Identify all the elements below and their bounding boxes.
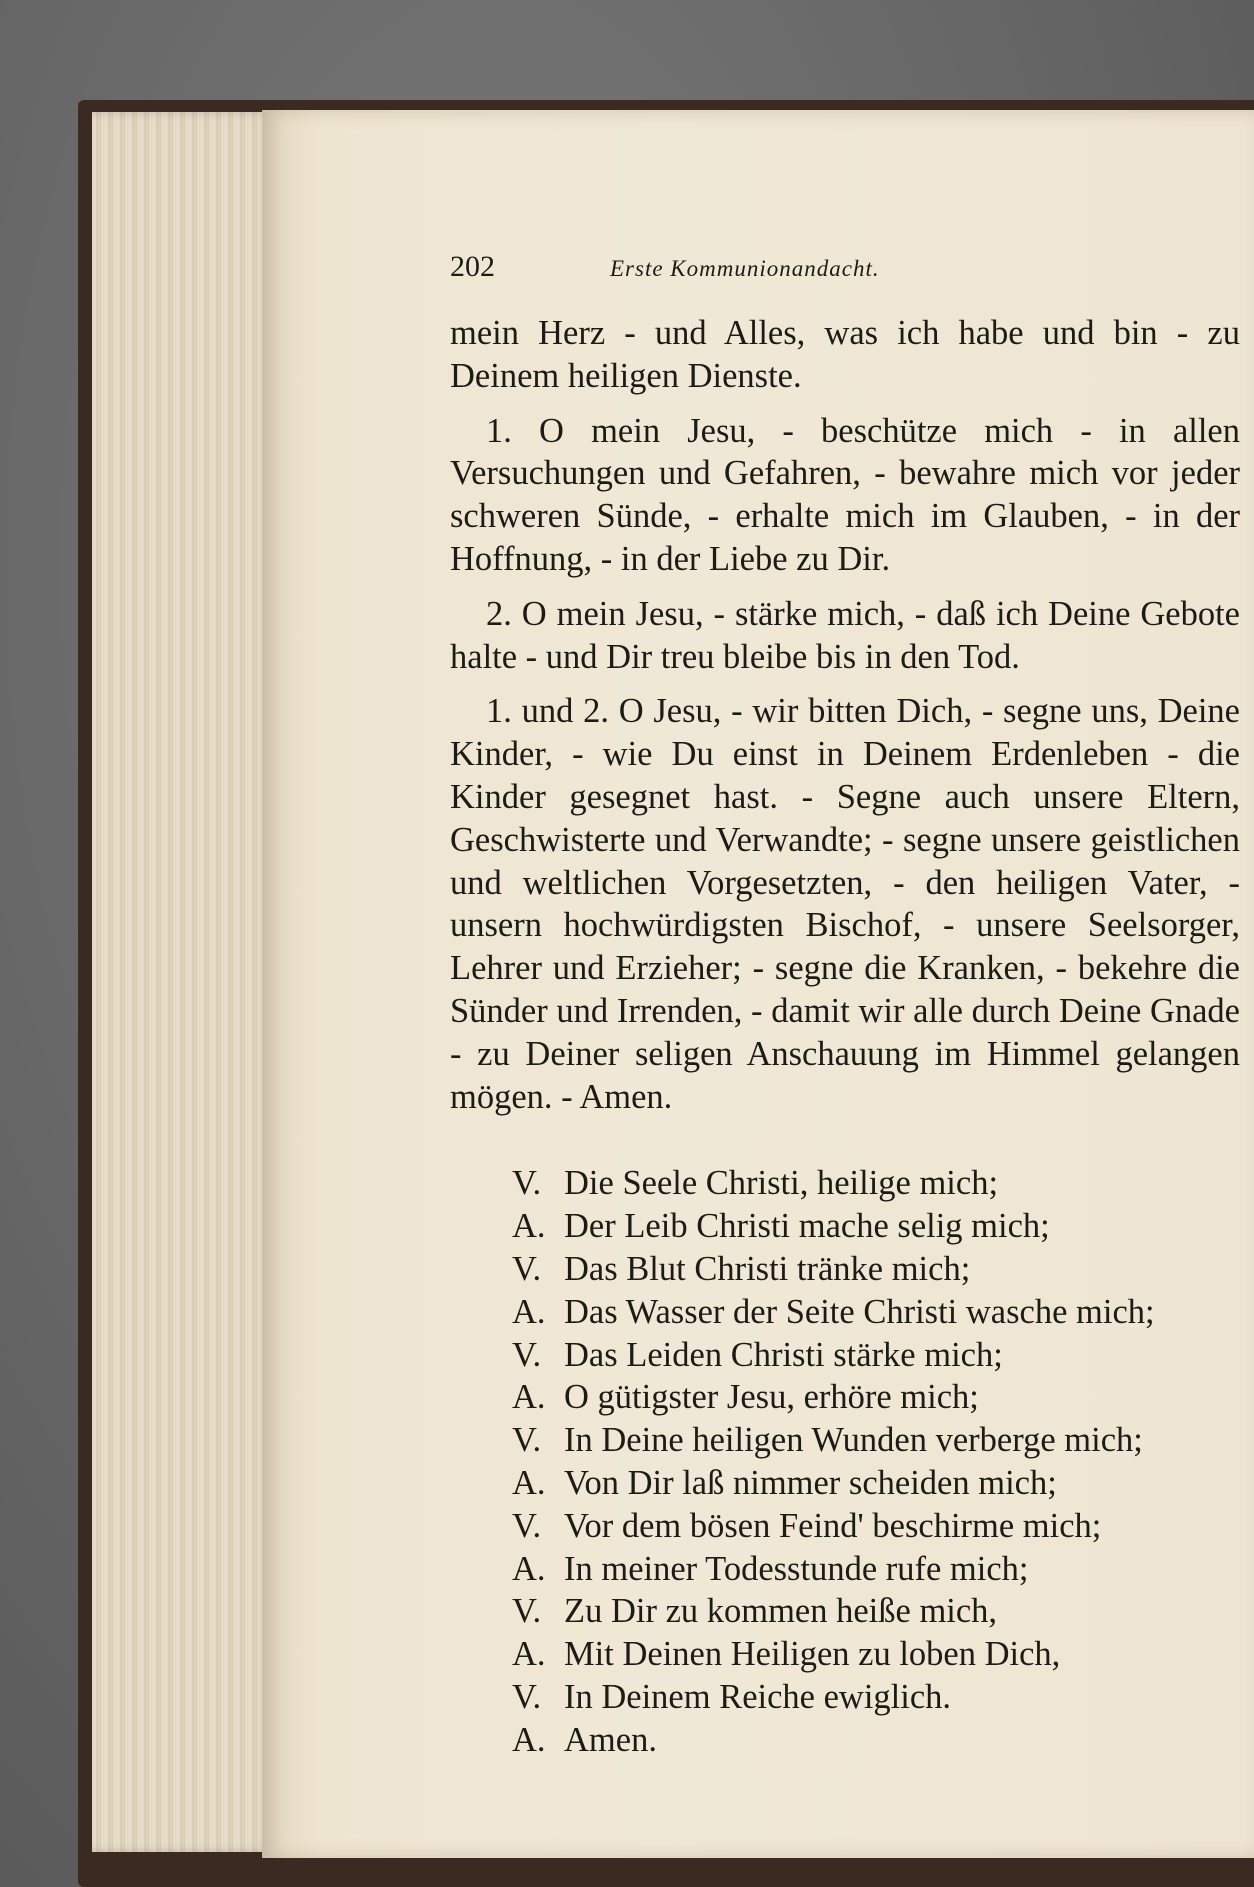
- litany-line: [512, 1334, 1240, 1377]
- litany-text: Amen.: [564, 1720, 657, 1759]
- litany-text: Das Leiden Christi stärke mich;: [564, 1335, 1003, 1374]
- litany-text: Der Leib Christi mache selig mich;: [564, 1207, 1050, 1246]
- litany-role: A.: [512, 1463, 546, 1502]
- litany: [450, 1162, 1240, 1761]
- litany-line: [512, 1633, 1240, 1676]
- litany-text: In meiner Todesstunde rufe mich;: [564, 1549, 1029, 1588]
- litany-role: A.: [512, 1635, 546, 1674]
- litany-role: V.: [512, 1592, 542, 1631]
- paragraph: mein Herz - und Alles, was ich habe und bin - zu Deinem heiligen Dienste.: [450, 314, 1240, 395]
- litany-line: [512, 1590, 1240, 1633]
- paragraph: 2. O mein Jesu, - stärke mich, - daß ich Deine Gebote halte - und Dir treu bleibe bis in den Tod.: [450, 594, 1240, 676]
- litany-role: A.: [512, 1378, 546, 1417]
- litany-text: Das Blut Christi tränke mich;: [564, 1249, 971, 1288]
- litany-line: [512, 1162, 1240, 1205]
- page-number: 202: [450, 250, 495, 283]
- prayer-text: [450, 312, 1240, 1118]
- litany-line: [512, 1291, 1240, 1334]
- litany-text: Vor dem bösen Feind' beschirme mich;: [564, 1506, 1102, 1545]
- litany-role: A.: [512, 1207, 546, 1246]
- litany-line: [512, 1505, 1240, 1548]
- litany-line: [512, 1205, 1240, 1248]
- litany-line: [512, 1462, 1240, 1505]
- litany-role: V.: [512, 1335, 542, 1374]
- paragraph: 1. O mein Jesu, - beschütze mich - in allen Versuchungen und Gefahren, - bewahre mich vor jeder schweren Sünde, - erhalte mich im Glauben, - in der Hoffnung, - in der Liebe zu Dir.: [450, 411, 1240, 578]
- litany-text: Von Dir laß nimmer scheiden mich;: [564, 1463, 1057, 1502]
- litany-text: In Deine heiligen Wunden verberge mich;: [564, 1421, 1143, 1460]
- running-head: Erste Kommunionandacht.: [610, 256, 880, 281]
- litany-text: Zu Dir zu kommen heiße mich,: [564, 1592, 998, 1631]
- litany-role: V.: [512, 1677, 542, 1716]
- paragraph: 1. und 2. O Jesu, - wir bitten Dich, - segne uns, Deine Kinder, - wie Du einst in Deinem Erdenleben - die Kinder gesegnet hast. - Segne auch unsere Eltern, Geschwisterte und Verwandte; - segne unsere geistlichen und weltlichen Vorgesetzten, - den heiligen Vater, - unsern hochwürdigsten Bischof, - unsere Seelsorger, Lehrer und Erzieher; - segne die Kranken, - bekehre die Sünder und Irrenden, - damit wir alle durch Deine Gnade - zu Deiner seligen Anschauung im Himmel gelangen mögen. - Amen.: [450, 692, 1240, 1116]
- litany-text: Das Wasser der Seite Christi wasche mich;: [564, 1292, 1155, 1331]
- litany-line: [512, 1548, 1240, 1591]
- litany-line: [512, 1719, 1240, 1762]
- litany-line: [512, 1248, 1240, 1291]
- litany-role: V.: [512, 1164, 542, 1203]
- litany-text: Mit Deinen Heiligen zu loben Dich,: [564, 1635, 1061, 1674]
- page-edges: [92, 112, 272, 1852]
- litany-role: V.: [512, 1249, 542, 1288]
- litany-text: In Deinem Reiche ewiglich.: [564, 1677, 952, 1716]
- litany-text: Die Seele Christi, heilige mich;: [564, 1164, 999, 1203]
- page-content: [450, 250, 1240, 1762]
- litany-role: A.: [512, 1720, 546, 1759]
- litany-role: V.: [512, 1506, 542, 1545]
- litany-line: [512, 1676, 1240, 1719]
- litany-line: [512, 1376, 1240, 1419]
- page-header: [450, 250, 1240, 300]
- litany-line: [512, 1419, 1240, 1462]
- litany-role: V.: [512, 1421, 542, 1460]
- litany-text: O gütigster Jesu, erhöre mich;: [564, 1378, 979, 1417]
- litany-role: A.: [512, 1549, 546, 1588]
- litany-role: A.: [512, 1292, 546, 1331]
